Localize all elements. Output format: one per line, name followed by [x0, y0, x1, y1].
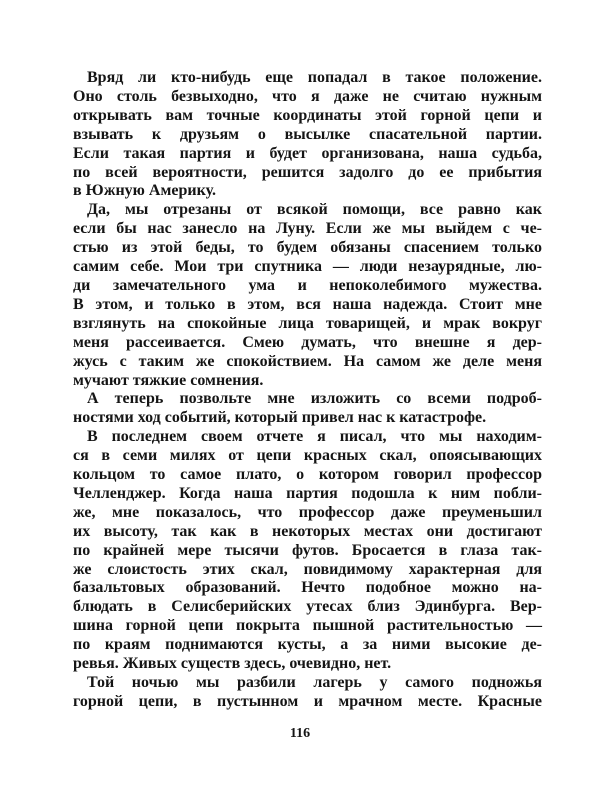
text-line: А теперь позвольте мне изложить со всеми подроб- [87, 390, 542, 408]
text-line: открывать вам точные координаты этой горной цепи и [73, 106, 542, 124]
text-line: базальтовых образований. Нечто подобное можно на- [73, 579, 542, 597]
text-line: горной цепи, в пустынном и мрачном месте. Красные [73, 692, 542, 710]
text-line: меня рассеивается. Смею думать, что внешне я дер- [73, 333, 542, 351]
text-line: по краям поднимаются кусты, а за ними высокие де- [73, 636, 542, 654]
paragraph [73, 201, 542, 390]
text-line: Да, мы отрезаны от всякой помощи, все равно как [87, 201, 542, 219]
text-line: Оно столь безвыходно, что я даже не считаю нужным [73, 87, 542, 105]
text-line: ся в семи милях от цепи красных скал, опоясывающих [73, 447, 542, 465]
text-line: В последнем своем отчете я писал, что мы находим- [87, 428, 542, 446]
text-line: мучают тяжкие сомнения. [73, 371, 264, 389]
text-line: кольцом то самое плато, о котором говорил профессор [73, 466, 542, 484]
paragraph [73, 674, 542, 712]
paragraph [73, 390, 542, 428]
text-line: взывать к друзьям о высылке спасательной партии. [73, 125, 542, 143]
book-page-text [73, 69, 542, 712]
text-line: ностями ход событий, который привел нас к катастрофе. [73, 409, 487, 427]
text-line: Челленджер. Когда наша партия подошла к ним побли- [73, 484, 542, 502]
text-line: в Южную Америку. [73, 182, 216, 200]
text-line: взглянуть на спокойные лица товарищей, и мрак вокруг [73, 314, 542, 332]
text-line: же слоистость этих скал, повидимому характерная для [73, 560, 542, 578]
text-line: же, мне показалось, что профессор даже преуменьшил [73, 503, 542, 521]
paragraph [73, 428, 542, 674]
text-line: самим себе. Мои три спутника — люди незаурядные, лю- [73, 258, 542, 276]
paragraph [73, 69, 542, 201]
text-line: Той ночью мы разбили лагерь у самого подножья [87, 674, 542, 691]
text-line: стью из этой беды, то будем обязаны спасением только [73, 239, 542, 257]
text-line: их высоту, так как в некоторых местах они достигают [73, 522, 542, 540]
text-line: ди замечательного ума и непоколебимого мужества. [73, 276, 542, 294]
text-line: В этом, и только в этом, вся наша надежда. Стоит мне [73, 295, 542, 313]
text-line: Если такая партия и будет организована, наша судьба, [73, 144, 542, 162]
text-line: Вряд ли кто-нибудь еще попадал в такое положение. [87, 69, 542, 86]
text-line: ревья. Живых существ здесь, очевидно, нет. [73, 655, 392, 673]
text-line: по крайней мере тысячи футов. Бросается в глаза так- [73, 541, 542, 559]
text-line: если бы нас занесло на Луну. Если же мы выйдем с че- [73, 220, 542, 238]
page-number: 116 [289, 726, 311, 741]
text-line: жусь с таким же спокойствием. На самом же деле меня [73, 352, 542, 370]
text-line: блюдать в Селисберийских утесах близ Эдинбурга. Вер- [73, 598, 542, 616]
text-line: шина горной цепи покрыта пышной растительностью — [73, 617, 542, 635]
text-line: по всей вероятности, решится задолго до ее прибытия [73, 163, 542, 181]
